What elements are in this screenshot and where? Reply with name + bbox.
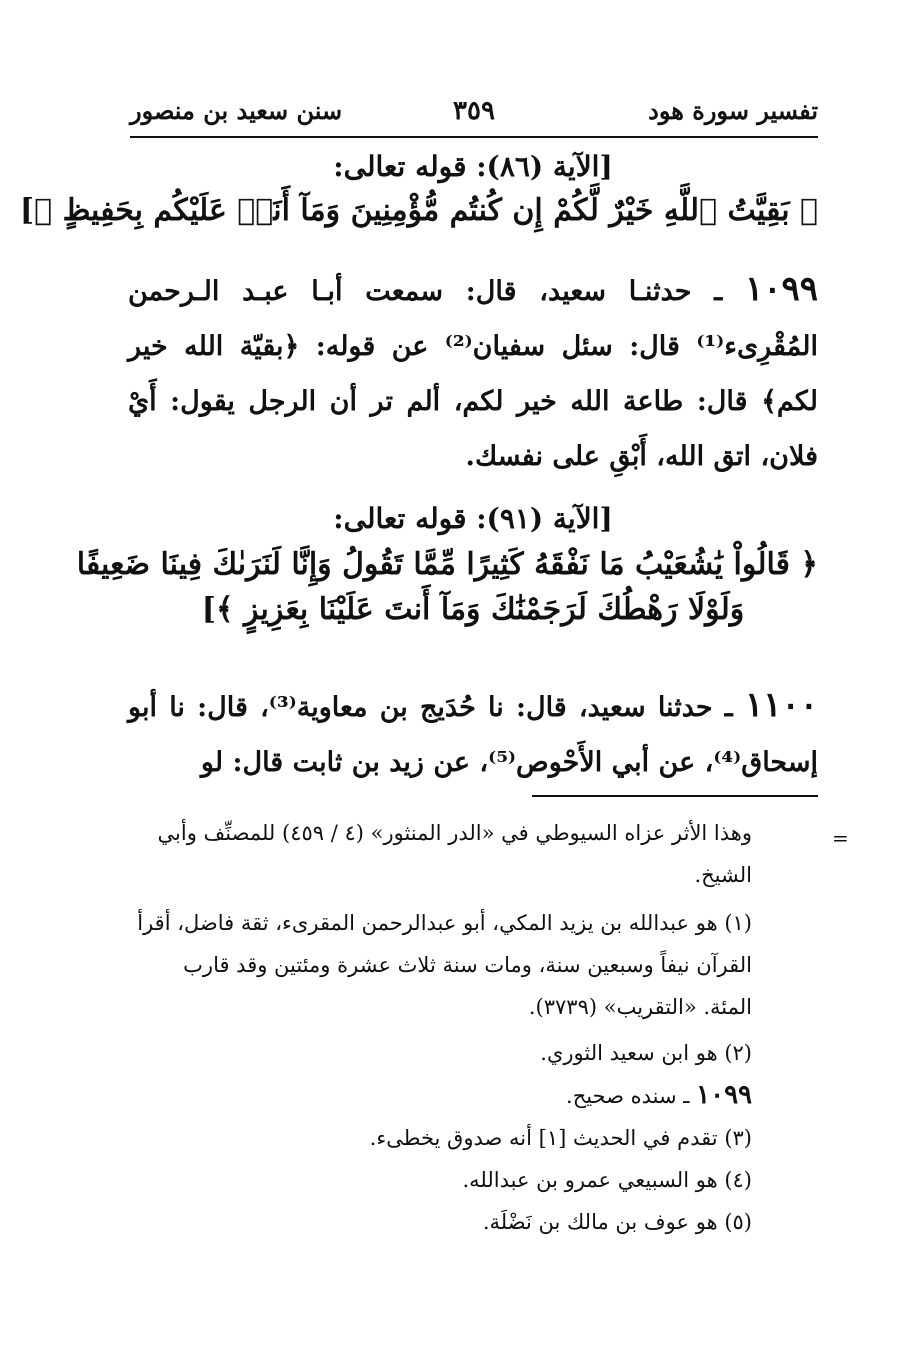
header-rule (130, 136, 818, 138)
ayah-text-86: ﴿ بَقِيَّتُ ٱللَّهِ خَيْرٌ لَّكُمْ إِن كُنتُم مُّؤْمِنِينَ وَمَآ أَنَا۠ عَلَيْكُم بِحَفِيظٍ ﴾] (19, 193, 818, 228)
ayah-title-91: [الآية (٩١): قوله تعالى: (333, 502, 613, 535)
hadith-1099 (128, 262, 818, 484)
hadith-text: ـ حدثنا سعيد، قال: نا حُدَيج بن معاوية⁽³⁾، قال: نا أبو إسحاق⁽⁴⁾، عن أبي الأَحْوص⁽⁵⁾، عن زيد بن ثابت قال: لو (128, 692, 818, 778)
hadith-1100 (128, 678, 818, 790)
ayah-text-91-line-2: وَلَوْلَا رَهْطُكَ لَرَجَمْنَٰكَ وَمَآ أَنتَ عَلَيْنَا بِعَزِيزٍ ﴾] (201, 592, 745, 627)
ayah-title-86: [الآية (٨٦): قوله تعالى: (333, 150, 613, 183)
continuation-mark: = (832, 826, 849, 850)
footnote-hadith-grade (130, 1074, 818, 1117)
hadith-number: ١٠٩٩ (744, 269, 818, 309)
section-2 (76, 502, 818, 627)
footnote-continued: وهذا الأثر عزاه السيوطي في «الدر المنثور» (٤ / ٤٥٩) للمصنِّف وأبي الشيخ. (157, 821, 752, 887)
footnote-hadith-grade-text: ـ سنده صحيح. (566, 1084, 690, 1108)
hadith-text: ـ حدثنـا سعيد، قال: سمعت أبـا عبـد الـرحمن المُقْرِىء⁽¹⁾ قال: سئل سفيان⁽²⁾ عن قوله: ﴿بقيّة الله خير لكم﴾ قال: طاعة الله خير لكم، ألم تر أن الرجل يقول: أَيْ فلان، اتق الله، أَبْقِ على نفسك. (128, 276, 818, 472)
footnote-5: (٥) هو عوف بن مالك بن نَضْلَة. (482, 1210, 752, 1234)
hadith-number: ١١٠٠ (744, 685, 818, 725)
page-header (130, 96, 818, 132)
book-title: سنن سعيد بن منصور (130, 96, 343, 125)
section-1 (19, 150, 818, 228)
footnote-1: (١) هو عبدالله بن يزيد المكي، أبو عبدالرحمن المقرىء، ثقة فاضل، أقرأ القرآن نيفاً وسبعين سنة، ومات سنة ثلاث عشرة ومئتين وقد قارب المئة. «التقريب» (٣٧٣٩). (137, 911, 752, 1019)
ayah-text-91-line-1: ﴿ قَالُواْ يَٰشُعَيْبُ مَا نَفْقَهُ كَثِيرًا مِّمَّا تَقُولُ وَإِنَّا لَنَرَىٰكَ فِينَا ضَعِيفًا (76, 547, 818, 582)
footnote-3: (٣) تقدم في الحديث [١] أنه صدوق يخطىء. (369, 1126, 752, 1150)
footnote-4: (٤) هو السبيعي عمرو بن عبدالله. (462, 1168, 752, 1192)
page-number: ٣٥٩ (453, 96, 495, 126)
footnotes (130, 812, 818, 1243)
footnote-hadith-number: ١٠٩٩ (696, 1080, 752, 1110)
chapter-title: تفسير سورة هود (648, 96, 818, 125)
footnote-rule (532, 795, 818, 797)
footnote-2: (٢) هو ابن سعيد الثوري. (540, 1041, 752, 1065)
